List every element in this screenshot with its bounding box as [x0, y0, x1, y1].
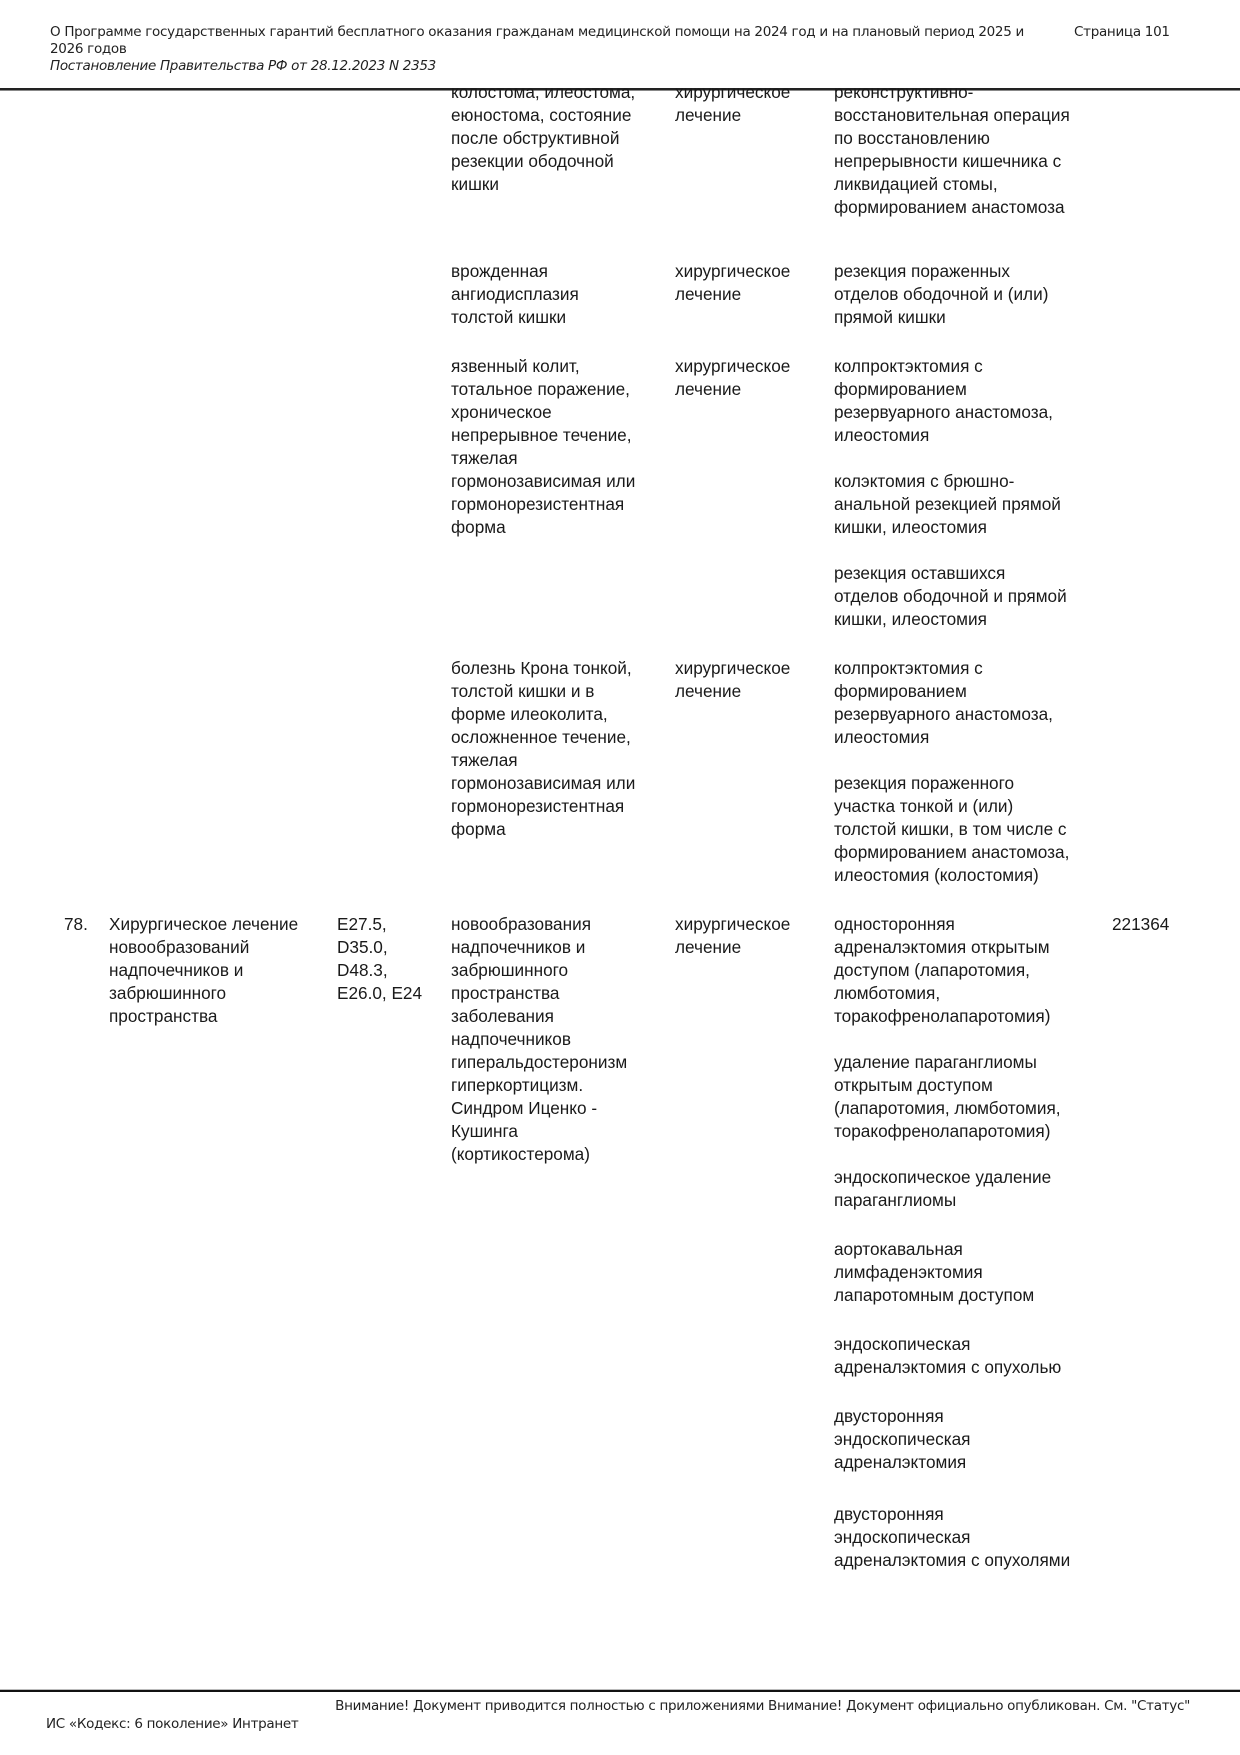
- table-cell-method: аортокавальная лимфаденэктомия лапаротомным доступом: [834, 1239, 1035, 1305]
- table-cell-method: двусторонняя эндоскопическая адреналэктомия с опухолями: [834, 1504, 1071, 1570]
- table-cell-diagnosis: язвенный колит, тотальное поражение, хроническое непрерывное течение, тяжелая гормонозависимая или гормонорезистентная форма: [451, 356, 636, 537]
- table-cell-diagnosis: врожденная ангиодисплазия толстой кишки: [451, 261, 579, 327]
- table-cell-method: колпроктэктомия с формированием резервуарного анастомоза, илеостомия: [834, 658, 1053, 747]
- table-cell-method: резекция оставшихся отделов ободочной и прямой кишки, илеостомия: [834, 563, 1067, 629]
- footer-divider: [0, 1689, 1240, 1692]
- table-cell-icd-codes: E27.5, D35.0, D48.3, E26.0, E24: [337, 914, 423, 1003]
- table-cell-method: резекция пораженных отделов ободочной и (или) прямой кишки: [834, 261, 1049, 327]
- table-cell-treatment: хирургическое лечение: [675, 356, 791, 399]
- table-cell-treatment: хирургическое лечение: [675, 658, 791, 701]
- table-cell-method: удаление параганглиомы открытым доступом (лапаротомия, люмботомия, торакофренолапаротомия): [834, 1052, 1061, 1141]
- table-cell-treatment: хирургическое лечение: [675, 914, 791, 957]
- table-cell-cost: 221364: [1112, 914, 1170, 934]
- table-cell-treatment: хирургическое лечение: [675, 261, 791, 304]
- document-subtitle: Постановление Правительства РФ от 28.12.2023 N 2353: [50, 58, 436, 74]
- table-cell-treatment: хирургическое лечение: [675, 82, 791, 125]
- table-cell-diagnosis: колостома, илеостома, еюностома, состояние после обструктивной резекции ободочной кишки: [451, 82, 636, 194]
- table-cell-method: резекция пораженного участка тонкой и (или) толстой кишки, в том числе с формированием анастомоза, илеостомия (колостомия): [834, 773, 1070, 885]
- table-cell-method: односторонняя адреналэктомия открытым доступом (лапаротомия, люмботомия, торакофренолапаротомия): [834, 914, 1051, 1026]
- table-cell-method: реконструктивно- восстановительная операция по восстановлению непрерывности кишечника с ликвидацией стомы, формированием анастомоза: [834, 82, 1070, 217]
- table-cell-diagnosis: болезнь Крона тонкой, толстой кишки и в форме илеоколита, осложненное течение, тяжелая гормонозависимая или гормонорезистентная форма: [451, 658, 636, 839]
- table-cell-method: эндоскопическое удаление параганглиомы: [834, 1167, 1052, 1210]
- table-cell-method: колэктомия с брюшно- анальной резекцией прямой кишки, илеостомия: [834, 471, 1061, 537]
- document-title: О Программе государственных гарантий бесплатного оказания гражданам медицинской помощи на 2024 год и на плановый период 2025 и 2026 годов: [50, 24, 1024, 57]
- table-cell-diagnosis: новообразования надпочечников и забрюшинного пространства заболевания надпочечников гиперальдостеронизм гиперкортицизм. Синдром Иценко - Кушинга (кортикостерома): [451, 914, 628, 1164]
- table-cell-method: двусторонняя эндоскопическая адреналэктомия: [834, 1406, 971, 1472]
- table-cell-care-type: Хирургическое лечение новообразований надпочечников и забрюшинного пространства: [109, 914, 299, 1026]
- page-number: Страница 101: [1074, 24, 1170, 40]
- table-cell-row-number: 78.: [64, 914, 88, 934]
- footer-system: ИС «Кодекс: 6 поколение» Интранет: [46, 1716, 299, 1732]
- document-header: [50, 24, 1060, 75]
- table-cell-method: колпроктэктомия с формированием резервуарного анастомоза, илеостомия: [834, 356, 1053, 445]
- table-cell-method: эндоскопическая адреналэктомия с опухолью: [834, 1334, 1062, 1377]
- footer-notice: Внимание! Документ приводится полностью с приложениями Внимание! Документ официально опубликован. См. "Статус": [335, 1698, 1190, 1714]
